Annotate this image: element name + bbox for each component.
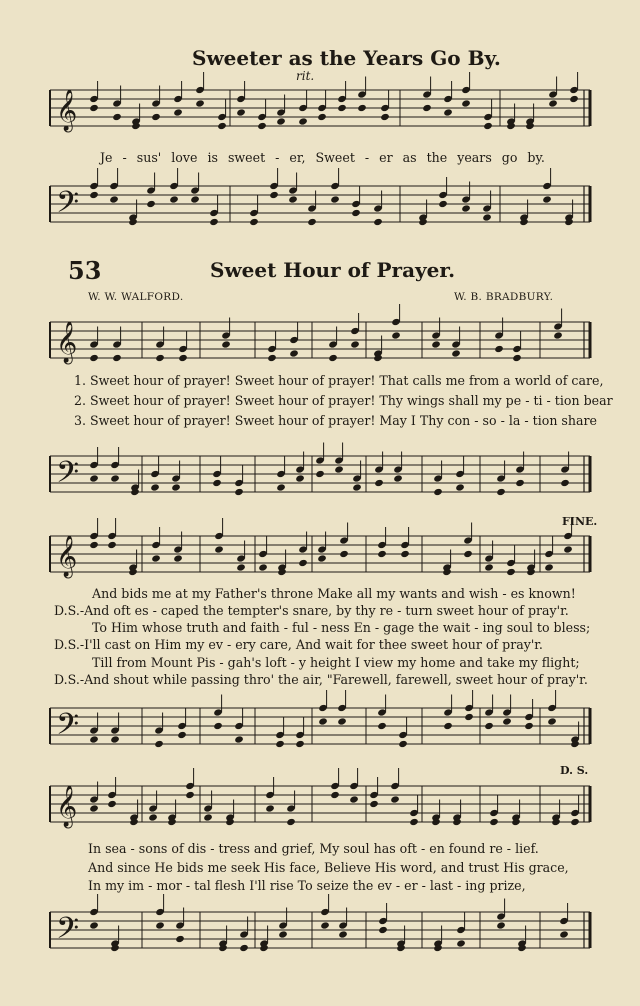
hymn-title: Sweet Hour of Prayer.: [210, 258, 456, 282]
system3-line-2: And since He bids me seek His face, Believe His word, and trust His grace,: [88, 860, 569, 875]
svg-text:𝄞: 𝄞: [56, 786, 78, 827]
system2-line-6: D.S.-And shout while passing thro' the air, "Farewell, farewell, sweet hour of pray'r.: [54, 672, 588, 687]
system3-bass-staff: [50, 906, 590, 958]
top-hymn-lyric: Je - sus' love is sweet - er, Sweet - er as the years go by.: [100, 150, 545, 165]
svg-text:𝄢: 𝄢: [56, 708, 80, 749]
svg-text:𝄞: 𝄞: [56, 90, 78, 131]
system2-line-2: D.S.-And oft es - caped the tempter's snare, by thy re - turn sweet hour of pray'r.: [54, 603, 569, 618]
system1-verse-1: 1. Sweet hour of prayer! Sweet hour of prayer! That calls me from a world of care,: [74, 373, 604, 388]
top-treble-staff: [50, 84, 590, 136]
fine-mark: FINE.: [562, 515, 598, 528]
svg-text:𝄞: 𝄞: [56, 536, 78, 577]
system3-line-3: In my im - mor - tal flesh I'll rise To seize the ev - er - last - ing prize,: [88, 878, 526, 893]
system1-bass-staff: [50, 450, 590, 502]
system2-line-5: Till from Mount Pis - gah's loft - y height I view my home and take my flight;: [92, 655, 580, 670]
system1-verse-2: 2. Sweet hour of prayer! Sweet hour of prayer! Thy wings shall my pe - ti - tion bear: [74, 393, 613, 408]
ds-mark: D. S.: [560, 764, 589, 777]
top-hymn-title: Sweeter as the Years Go By.: [192, 46, 501, 70]
hymn-number: 53: [68, 256, 102, 285]
system3-line-1: In sea - sons of dis - tress and grief, My soul has oft - en found re - lief.: [88, 841, 539, 856]
svg-text:𝄢: 𝄢: [56, 186, 80, 227]
music-credit: W. B. BRADBURY.: [454, 291, 554, 303]
system2-line-1: And bids me at my Father's throne Make all my wants and wish - es known!: [92, 586, 576, 601]
system1-verse-3: 3. Sweet hour of prayer! Sweet hour of prayer! May I Thy con - so - la - tion share: [74, 413, 597, 428]
system1-treble-staff: [50, 316, 590, 368]
system2-bass-staff: [50, 702, 590, 754]
words-credit: W. W. WALFORD.: [88, 291, 184, 303]
system2-treble-staff: [50, 530, 590, 582]
tempo-mark: rit.: [296, 69, 315, 83]
system3-treble-staff: [50, 780, 590, 832]
system2-line-3: To Him whose truth and faith - ful - ness En - gage the wait - ing soul to bless;: [92, 620, 591, 635]
system2-line-4: D.S.-I'll cast on Him my ev - ery care, And wait for thee sweet hour of pray'r.: [54, 637, 543, 652]
svg-text:𝄢: 𝄢: [56, 912, 80, 953]
svg-text:𝄢: 𝄢: [56, 456, 80, 497]
top-bass-staff: [50, 180, 590, 232]
svg-text:𝄞: 𝄞: [56, 322, 78, 363]
